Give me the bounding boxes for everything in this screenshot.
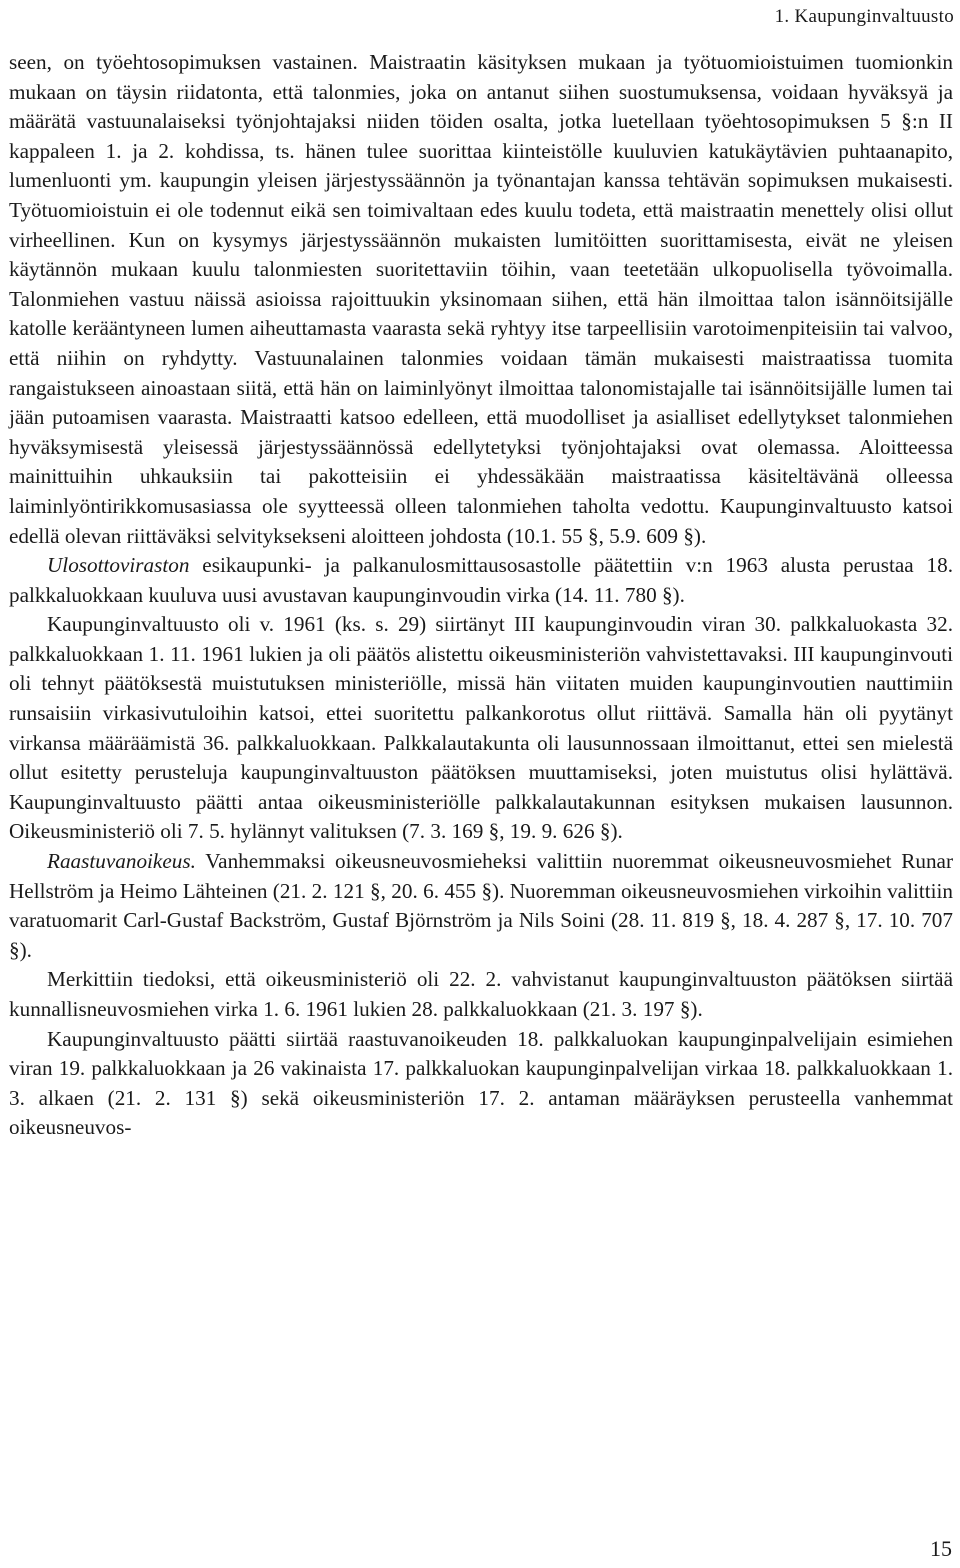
paragraph-2-text: esikaupunki- ja palkanulosmittausosastolle päätettiin v:n 1963 alusta perustaa 18. palkkaluokkaan kuuluva uusi avustavan kaupunginvoudin virka (14. 11. 780 §).	[9, 553, 953, 607]
page-number: 15	[930, 1536, 952, 1561]
paragraph-4	[9, 847, 953, 965]
paragraph-3	[9, 610, 953, 847]
body-text	[9, 48, 953, 1143]
paragraph-5-text: Merkittiin tiedoksi, että oikeusministeriö oli 22. 2. vahvistanut kaupunginvaltuuston päätöksen siirtää kunnallisneuvosmiehen virka 1. 6. 1961 lukien 28. palkkaluokkaan (21. 3. 197 §).	[9, 967, 953, 1021]
paragraph-4-lead: Raastuvanoikeus.	[47, 849, 196, 874]
running-header: 1. Kaupunginvaltuusto	[774, 6, 954, 27]
paragraph-6	[9, 1025, 953, 1143]
paragraph-1	[9, 48, 953, 551]
paragraph-2	[9, 551, 953, 610]
paragraph-3-text: Kaupunginvaltuusto oli v. 1961 (ks. s. 29) siirtänyt III kaupunginvoudin viran 30. palkkaluokasta 32. palkkaluokkaan 1. 11. 1961 lukien ja oli päätös alistettu oikeusministeriön vahvistettavaksi. III kaupunginvouti oli tehnyt päätöksestä muistutuksen ministeriölle, missä hän viitaten muiden kaupunginvoutien nauttimiin runsaisiin virkasivutuloihin katsoi, ettei suoritettu palkankorotus ollut riittävä. Samalla hän oli pyytänyt virkansa määräämistä 36. palkkaluokkaan. Palkkalautakunta oli lausunnossaan ilmoittanut, ettei sen mielestä ollut esitetty perusteluja kaupunginvaltuuston päätöksen muuttamiseksi, joten muistutus olisi hylättävä. Kaupunginvaltuusto päätti antaa oikeusministeriölle palkkalautakunnan esityksen mukaisen lausunnon. Oikeusministeriö oli 7. 5. hylännyt valituksen (7. 3. 169 §, 19. 9. 626 §).	[9, 612, 953, 844]
paragraph-6-text: Kaupunginvaltuusto päätti siirtää raastuvanoikeuden 18. palkkaluokan kaupunginpalvelijain esimiehen viran 19. palkkaluokkaan ja 26 vakinaista 17. palkkaluokan kaupunginpalvelijan virkaa 18. palkkaluokkaan 1. 3. alkaen (21. 2. 131 §) sekä oikeusministeriön 17. 2. antaman määräyksen perusteella vanhemmat oikeusneuvos-	[9, 1026, 953, 1140]
paragraph-5	[9, 965, 953, 1024]
paragraph-2-lead: Ulosottoviraston	[47, 553, 190, 578]
paragraph-1-text: seen, on työehtosopimuksen vastainen. Maistraatin käsityksen mukaan ja työtuomioistuimen tuomionkin mukaan on täysin riidatonta, että talonmies, joka on antanut siihen suostumuksensa, voidaan hyväksyä ja määrätä vastuunalaiseksi työnjohtajaksi niiden töiden osalta, jotka luetellaan työehtosopimuksen 5 §:n II kappaleen 1. ja 2. kohdissa, ts. hänen tulee suorittaa kiinteistölle kuuluvien katukäytävien puhtaanapito, lumenluonti ym. kaupungin yleisen järjestyssäännön ja työnantajan kanssa tehtävän sopimuksen mukaisesti. Työtuomioistuin ei ole todennut eikä sen toimivaltaan edes kuulu todeta, että maistraatin menettely olisi ollut virheellinen. Kun on kysymys järjestyssäännön mukaisten lumitöitten suorittamisesta, eivät ne yleisen käytännön mukaan kuulu talonmiesten suoritettaviin töihin, vaan teetetään ulkopuolisella työvoimalla. Talonmiehen vastuu näissä asioissa rajoittuukin yksinomaan siihen, että hän ilmoittaa talon isännöitsijälle katolle kerääntyneen lumen aiheuttamasta vaarasta sekä ryhtyy itse tarpeellisiin varotoimenpiteisiin tai valvoo, että niihin on ryhdytty. Vastuunalainen talonmies voidaan tämän mukaisesti maistraatissa tuomita rangaistukseen ainoastaan siitä, että hän on laiminlyönyt ilmoittaa talonomistajalle tai isännöitsijälle lumen tai jään putoamisen vaarasta. Maistraatti katsoo edelleen, että muodolliset ja asialliset edellytykset talonmiehen hyväksymisestä yleisessä järjestyssäännössä edellytetyksi työnjohtajaksi ovat olemassa. Aloitteessa mainittuihin uhkauksiin tai pakotteisiin ei yhdessäkään maistraatissa käsiteltävänä olleessa laiminlyöntirikkomusasiassa ole syytteessä olleen talonmiehen taholta vedottu. Kaupunginvaltuusto katsoi edellä olevan riittäväksi selvityksekseni aloitteen johdosta (10.1. 55 §, 5.9. 609 §).	[9, 50, 953, 548]
paragraph-4-text: Vanhemmaksi oikeusneuvosmieheksi valittiin nuoremmat oikeusneuvosmiehet Runar Hellström ja Heimo Lähteinen (21. 2. 121 §, 20. 6. 455 §). Nuoremman oikeusneuvosmiehen virkoihin valittiin varatuomarit Carl-Gustaf Backström, Gustaf Björnström ja Nils Soini (28. 11. 819 §, 18. 4. 287 §, 17. 10. 707 §).	[9, 849, 953, 962]
